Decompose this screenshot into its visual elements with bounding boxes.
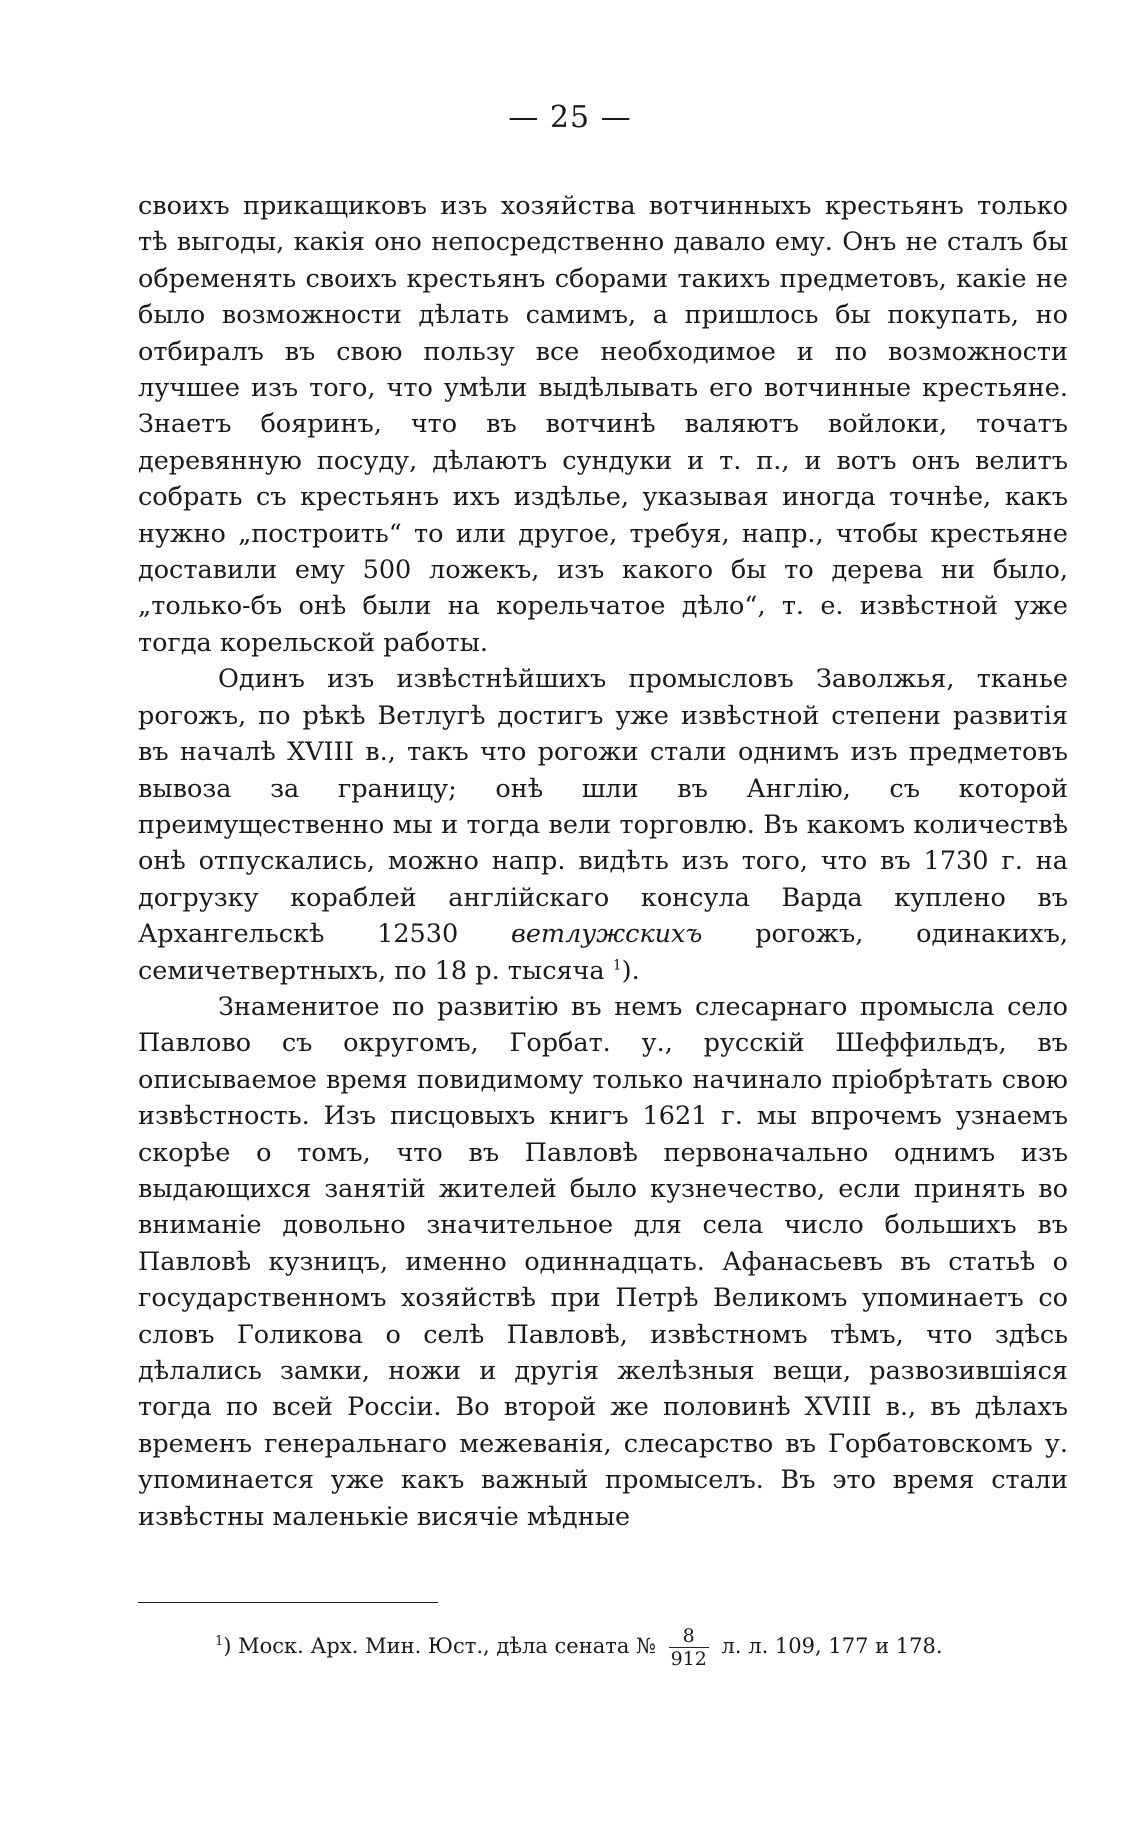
footnote-mark: 1 [215, 1634, 224, 1649]
footnote-text-before: ) Моск. Арх. Мин. Юст., дѣла сената № [223, 1634, 656, 1658]
fraction-denominator: 912 [670, 1648, 707, 1670]
footnote-fraction [669, 1625, 709, 1670]
fraction-numerator: 8 [669, 1625, 709, 1648]
footnote [215, 1625, 1095, 1670]
paragraph-2-text-end: ). [621, 955, 640, 986]
footnote-reference: 1 [612, 957, 622, 974]
italic-term: ветлужскихъ [510, 919, 703, 950]
body-text [138, 188, 1068, 1535]
paragraph-2-text-after: рогожъ, одинакихъ, семичетвертныхъ, по 18 р. тысяча [138, 919, 1069, 986]
paragraph-3: Знаменитое по развитію въ немъ слесарнаго промысла село Павлово съ округомъ, Горбат. у., русскій Шеффильдъ, въ описываемое время повидимому только начинало пріобрѣтать свою извѣстность. Изъ писцовыхъ книгъ 1621 г. мы впрочемъ узнаемъ скорѣе о томъ, что въ Павловѣ первоначально однимъ изъ выдающихся занятій жителей было кузнечество, если принять во вниманіе довольно значительное для села число большихъ въ Павловѣ кузницъ, именно одиннадцать. Афанасьевъ въ статьѣ о государственномъ хозяйствѣ при Петрѣ Великомъ упоминаетъ со словъ Голикова о селѣ Павловѣ, извѣстномъ тѣмъ, что здѣсь дѣлались замки, ножи и другія желѣзныя вещи, развозившіяся тогда по всей Россіи. Во второй же половинѣ XVIII в., въ дѣлахъ временъ генеральнаго межеванія, слесарство въ Горбатовскомъ у. упоминается уже какъ важный промыселъ. Въ это время стали извѣстны маленькіе висячіе мѣдные [138, 991, 1068, 1532]
footnote-text-after: л. л. 109, 177 и 178. [721, 1634, 943, 1658]
paragraph-2 [138, 661, 1068, 989]
page-number: — 25 — [508, 100, 632, 135]
footnote-divider [138, 1602, 438, 1603]
paragraph-2-text-before: Одинъ изъ извѣстнѣйшихъ промысловъ Заволжья, тканье рогожъ, по рѣкѣ Ветлугѣ достигъ уже извѣстной степени развитія въ началѣ XVIII в., такъ что рогожи стали однимъ изъ предметовъ вывоза за границу; онѣ шли въ Англію, съ которой преимущественно мы и тогда вели торговлю. Въ какомъ количествѣ онѣ отпускались, можно напр. видѣть изъ того, что въ 1730 г. на догрузку кораблей англійскаго консула Варда куплено въ Архангельскѣ 12530 [138, 664, 1068, 950]
paragraph-1: своихъ прикащиковъ изъ хозяйства вотчинныхъ крестьянъ только тѣ выгоды, какія оно непосредственно давало ему. Онъ не сталъ бы обременять своихъ крестьянъ сборами такихъ предметовъ, какіе не было возможности дѣлать самимъ, а пришлось бы покупать, но отбиралъ въ свою пользу все необходимое и по возможности лучшее изъ того, что умѣли выдѣлывать его вотчинные крестьяне. Знаетъ бояринъ, что въ вотчинѣ валяютъ войлоки, точатъ деревянную посуду, дѣлаютъ сундуки и т. п., и вотъ онъ велитъ собрать съ крестьянъ ихъ издѣлье, указывая иногда точнѣе, какъ нужно „построить“ то или другое, требуя, напр., чтобы крестьяне доставили ему 500 ложекъ, изъ какого бы то дерева ни было, „только-бъ онѣ были на корельчатое дѣло“, т. е. извѣстной уже тогда корельской работы. [138, 191, 1068, 658]
